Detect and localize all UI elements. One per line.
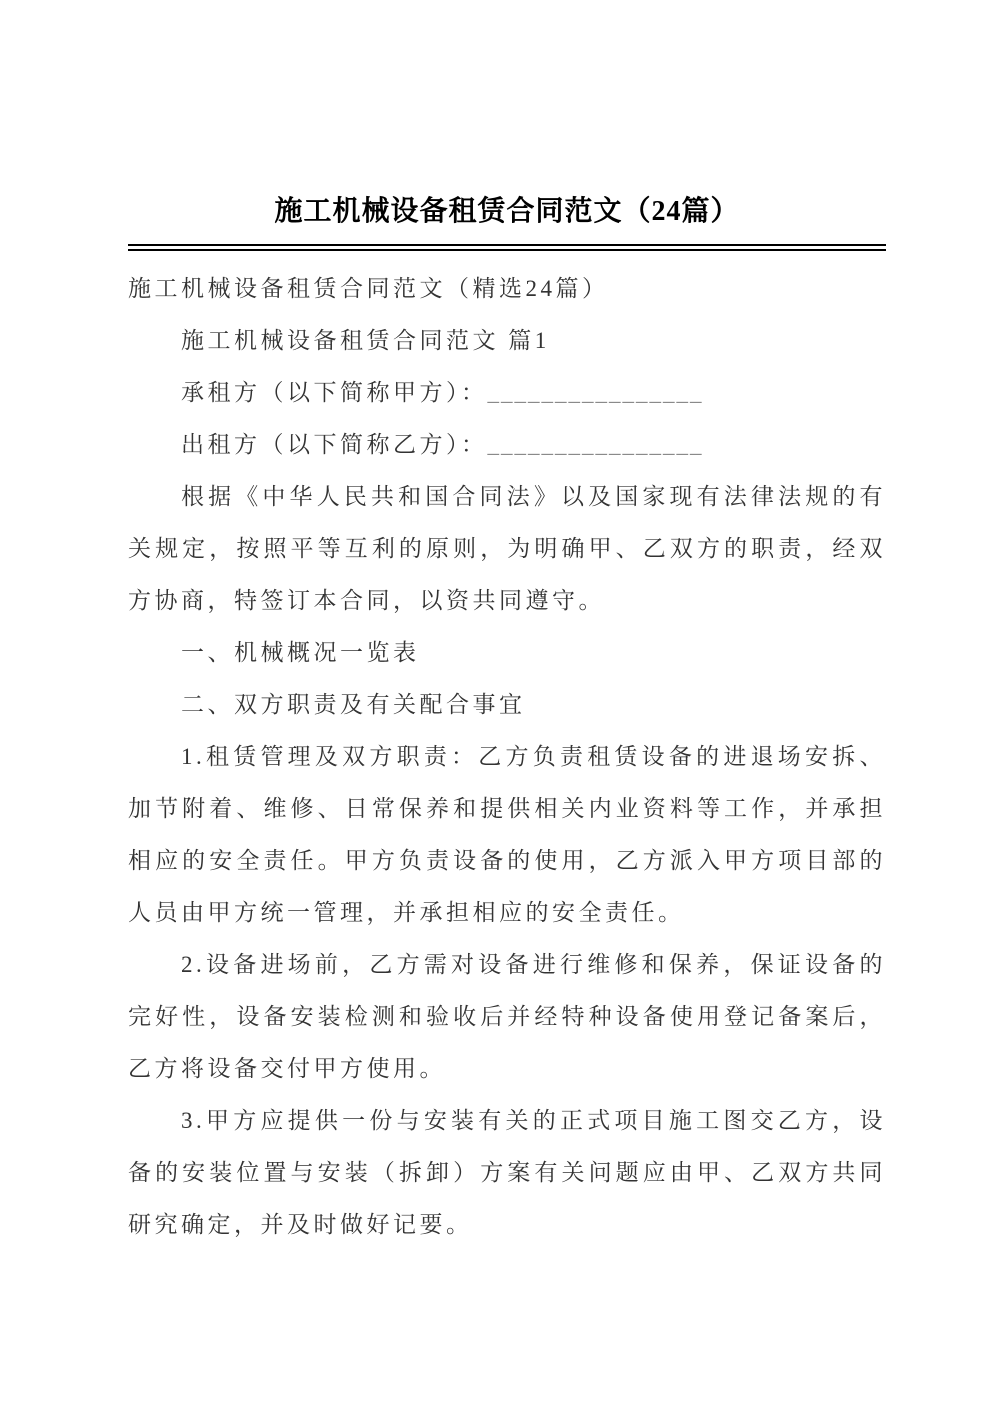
paragraph-section-1: 一、机械概况一览表 xyxy=(181,640,420,665)
lessor-fill-in-blank: ________________ xyxy=(487,432,704,457)
document-body xyxy=(128,263,886,1251)
title-divider-double-line xyxy=(128,244,886,251)
lessor-label: 出租方（以下简称乙方）： xyxy=(181,432,488,457)
paragraph-subtitle: 施工机械设备租赁合同范文（精选24篇） xyxy=(128,276,609,301)
lessee-fill-in-blank: ________________ xyxy=(487,380,704,405)
paragraph-clause-3: 3.甲方应提供一份与安装有关的正式项目施工图交乙方，设备的安装位置与安装（拆卸）方案有关问题应由甲、乙双方共同研究确定，并及时做好记要。 xyxy=(128,1108,886,1237)
paragraph-party-lessee xyxy=(128,367,886,419)
paragraph-party-lessor xyxy=(128,419,886,471)
paragraph-article-heading: 施工机械设备租赁合同范文 篇1 xyxy=(181,328,550,353)
paragraph-section-2: 二、双方职责及有关配合事宜 xyxy=(181,692,526,717)
paragraph-clause-1: 1.租赁管理及双方职责：乙方负责租赁设备的进退场安拆、加节附着、维修、日常保养和提供相关内业资料等工作，并承担相应的安全责任。甲方负责设备的使用，乙方派入甲方项目部的人员由甲方统一管理，并承担相应的安全责任。 xyxy=(128,744,886,925)
lessee-label: 承租方（以下简称甲方）： xyxy=(181,380,488,405)
paragraph-clause-2: 2.设备进场前，乙方需对设备进行维修和保养，保证设备的完好性，设备安装检测和验收后并经特种设备使用登记备案后，乙方将设备交付甲方使用。 xyxy=(128,952,886,1081)
document-title: 施工机械设备租赁合同范文（24篇） xyxy=(274,196,740,227)
paragraph-preamble: 根据《中华人民共和国合同法》以及国家现有法律法规的有关规定，按照平等互利的原则，为明确甲、乙双方的职责，经双方协商，特签订本合同，以资共同遵守。 xyxy=(128,484,886,613)
